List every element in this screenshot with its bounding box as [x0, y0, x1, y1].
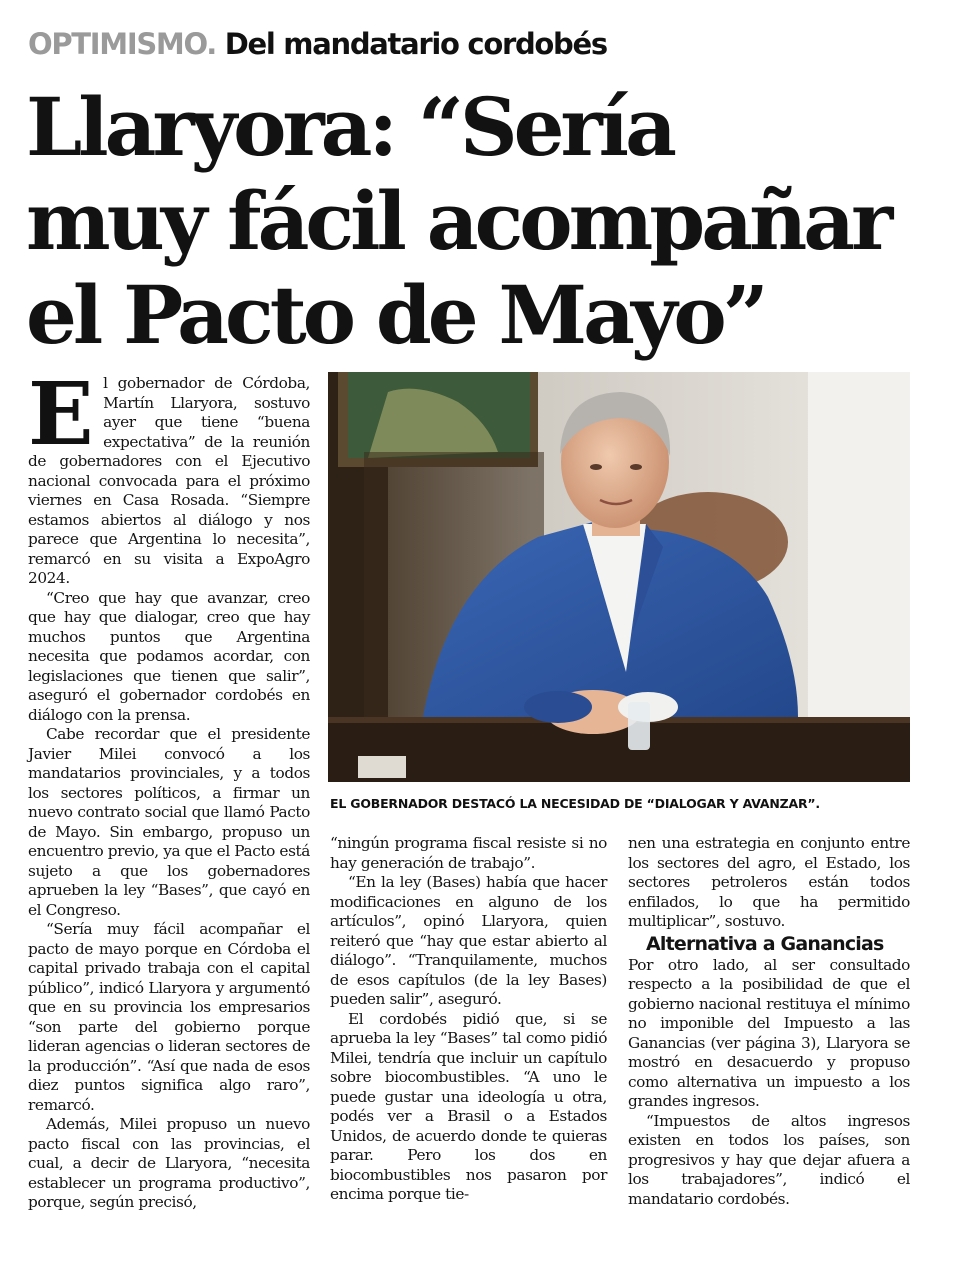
- article-column-3: [628, 834, 910, 1209]
- article-paragraph: “ningún programa fiscal resiste si no hay generación de trabajo”.: [330, 834, 607, 872]
- article-column-1: [28, 364, 310, 1213]
- article-paragraph-text: l gobernador de Córdoba, Martín Llaryora, sostuvo ayer que tiene “buena expectativa” de la reunión de gobernadores con el Ejecutivo nacional convocada para el próximo viernes en Casa Rosada. “Siempre estamos abiertos al diálogo y nos parece que Argentina lo necesita”, remarcó en su visita a ExpoAgro 2024.: [28, 374, 310, 587]
- article-paragraph: [28, 364, 310, 589]
- headline: [26, 80, 956, 362]
- article-paragraph: “Impuestos de altos ingresos existen en todos los países, son progresivos y hay que dejar afuera a los trabajadores”, indicó el mandatario cordobés.: [628, 1111, 910, 1208]
- headline-line-3: el Pacto de Mayo”: [26, 268, 765, 362]
- article-paragraph: Cabe recordar que el presidente Javier Milei convocó a los mandatarios provinciales, y a todos los sectores políticos, a firmar un nuevo contrato social que llamó Pacto de Mayo. Sin embargo, propuso un encuentro previo, ya que el Pacto está sujeto a que los gobernadores aprueben la ley “Bases”, que cayó en el Congreso.: [28, 725, 310, 919]
- photo-caption: EL GOBERNADOR DESTACÓ LA NECESIDAD DE “DIALOGAR Y AVANZAR”.: [330, 796, 820, 811]
- kicker: [28, 26, 948, 62]
- article-paragraph: Además, Milei propuso un nuevo pacto fiscal con las provincias, el cual, a decir de Llaryora, “necesita establecer un programa productivo”, porque, según precisó,: [28, 1115, 310, 1211]
- article-column-2: [330, 834, 607, 1205]
- section-subhead: Alternativa a Ganancias: [646, 932, 884, 955]
- article-paragraph: “En la ley (Bases) había que hacer modificaciones en alguno de los artículos”, opinó Llaryora, quien reiteró que “hay que estar abierto al diálogo”. “Tranquilamente, muchos de esos capítulos (de la ley Bases) pueden salir”, aseguró.: [330, 873, 607, 1008]
- article-paragraph: El cordobés pidió que, si se aprueba la ley “Bases” tal como pidió Milei, tendría que incluir un capítulo sobre biocombustibles. “A uno le puede gustar una ideología u otra, podés ver a Brasil o a Estados Unidos, de acuerdo donde te quieras parar. Pero los dos en biocombustibles nos pasaron por encima porque tie-: [330, 1009, 607, 1203]
- article-paragraph: nen una estrategia en conjunto entre los sectores del agro, el Estado, los sectores petroleros están todos enfilados, lo que ha permitido multiplicar”, sostuvo.: [628, 834, 910, 930]
- governor-photo: [328, 372, 910, 782]
- headline-line-1: Llaryora: “Sería: [26, 80, 673, 174]
- article-paragraph: “Sería muy fácil acompañar el pacto de mayo porque en Córdoba el capital privado trabaja con el capital público”, indicó Llaryora y argumentó que en su provincia los empresarios “son parte del gobierno porque lideran agencias o lideran sectores de la producción”. “Así que nada de esos diez puntos significa algo raro”, remarcó.: [28, 920, 310, 1114]
- article-paragraph: Por otro lado, al ser consultado respecto a la posibilidad de que el gobierno nacional restituya el mínimo no imponible del Impuesto a las Ganancias (ver página 3), Llaryora se mostró en desacuerdo y propuso como alternativa un impuesto a los grandes ingresos.: [628, 955, 910, 1110]
- kicker-tag: OPTIMISMO.: [28, 27, 216, 61]
- kicker-subtitle: Del mandatario cordobés: [224, 27, 607, 61]
- drop-cap: E: [28, 364, 94, 465]
- headline-line-2: muy fácil acompañar: [26, 174, 890, 268]
- article-paragraph: “Creo que hay que avanzar, creo que hay que dialogar, creo que hay muchos puntos que Argentina necesita que podamos acordar, con legislaciones que tienen que salir”, aseguró el gobernador cordobés en diálogo con la prensa.: [28, 588, 310, 724]
